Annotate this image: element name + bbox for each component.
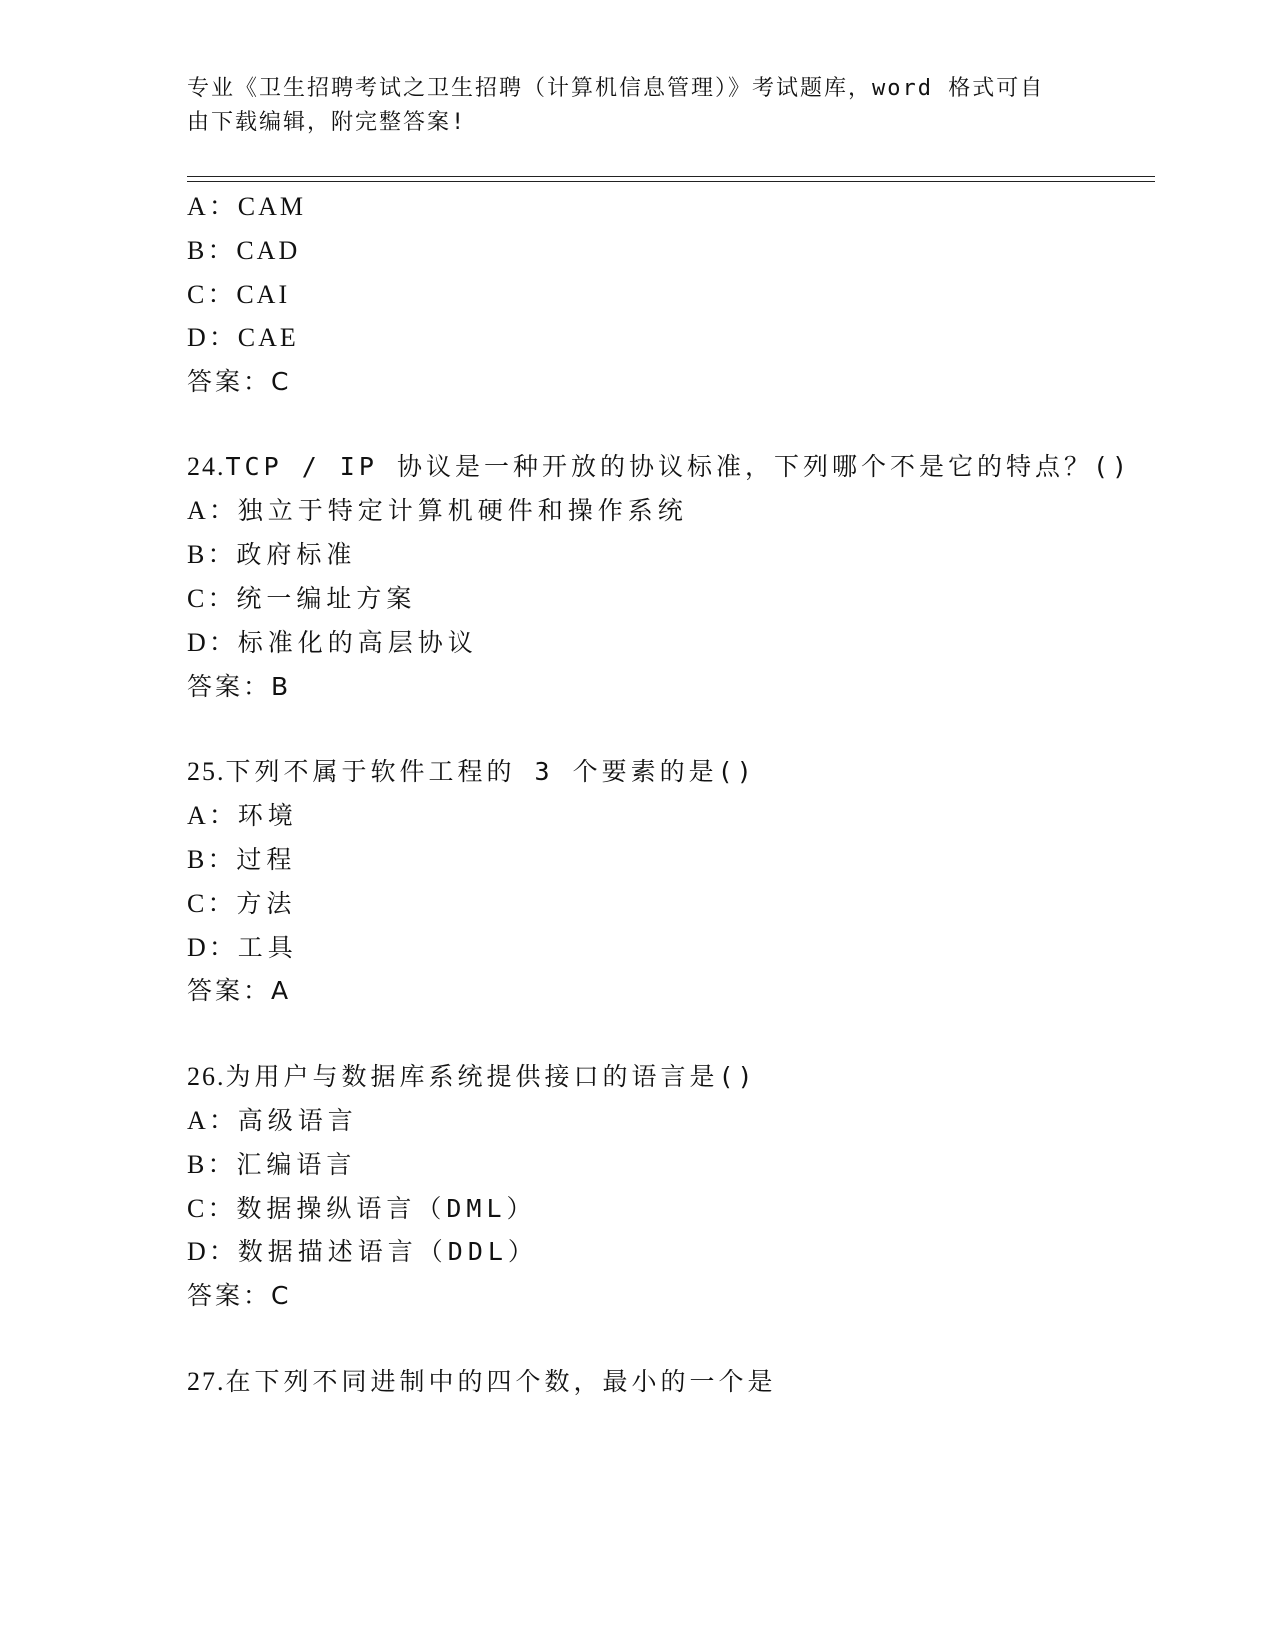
- q23-option-c: C：CAI: [187, 280, 291, 309]
- q24-option-d: D：标准化的高层协议: [187, 628, 478, 657]
- q25-option-d: D：工具: [187, 933, 298, 962]
- q26-option-d: D：数据描述语言（DDL）: [187, 1237, 538, 1266]
- q25-answer: 答案：A: [187, 976, 292, 1005]
- q24-option-a: A：独立于特定计算机硬件和操作系统: [187, 496, 688, 525]
- q24-answer: 答案：B: [187, 672, 292, 701]
- q26-option-c: C：数据操纵语言（DML）: [187, 1194, 537, 1223]
- q23-answer: 答案：C: [187, 367, 292, 396]
- q23-option-b: B：CAD: [187, 236, 301, 265]
- header-divider-bottom: [187, 181, 1155, 182]
- q27-question: 27.在下列不同进制中的四个数，最小的一个是: [187, 1367, 777, 1396]
- q23-option-a: A：CAM: [187, 192, 307, 221]
- header-line-2: 由下载编辑，附完整答案!: [187, 110, 467, 135]
- q26-answer: 答案：C: [187, 1281, 292, 1310]
- q26-option-b: B：汇编语言: [187, 1150, 357, 1179]
- q26-option-a: A：高级语言: [187, 1106, 358, 1135]
- q26-question: 26.为用户与数据库系统提供接口的语言是(): [187, 1062, 757, 1091]
- header-line-1: 专业《卫生招聘考试之卫生招聘（计算机信息管理）》考试题库，word 格式可自: [187, 76, 1045, 101]
- q24-option-c: C：统一编址方案: [187, 584, 417, 613]
- q24-option-b: B：政府标准: [187, 540, 357, 569]
- q24-question: 24.TCP / IP 协议是一种开放的协议标准，下列哪个不是它的特点？(): [187, 452, 1132, 481]
- header-divider-top: [187, 176, 1155, 177]
- q25-question: 25.下列不属于软件工程的 3 个要素的是(): [187, 757, 756, 786]
- q25-option-a: A：环境: [187, 801, 298, 830]
- q23-option-d: D：CAE: [187, 323, 299, 352]
- q25-option-c: C：方法: [187, 889, 297, 918]
- document-header: [187, 72, 1067, 140]
- q25-option-b: B：过程: [187, 845, 297, 874]
